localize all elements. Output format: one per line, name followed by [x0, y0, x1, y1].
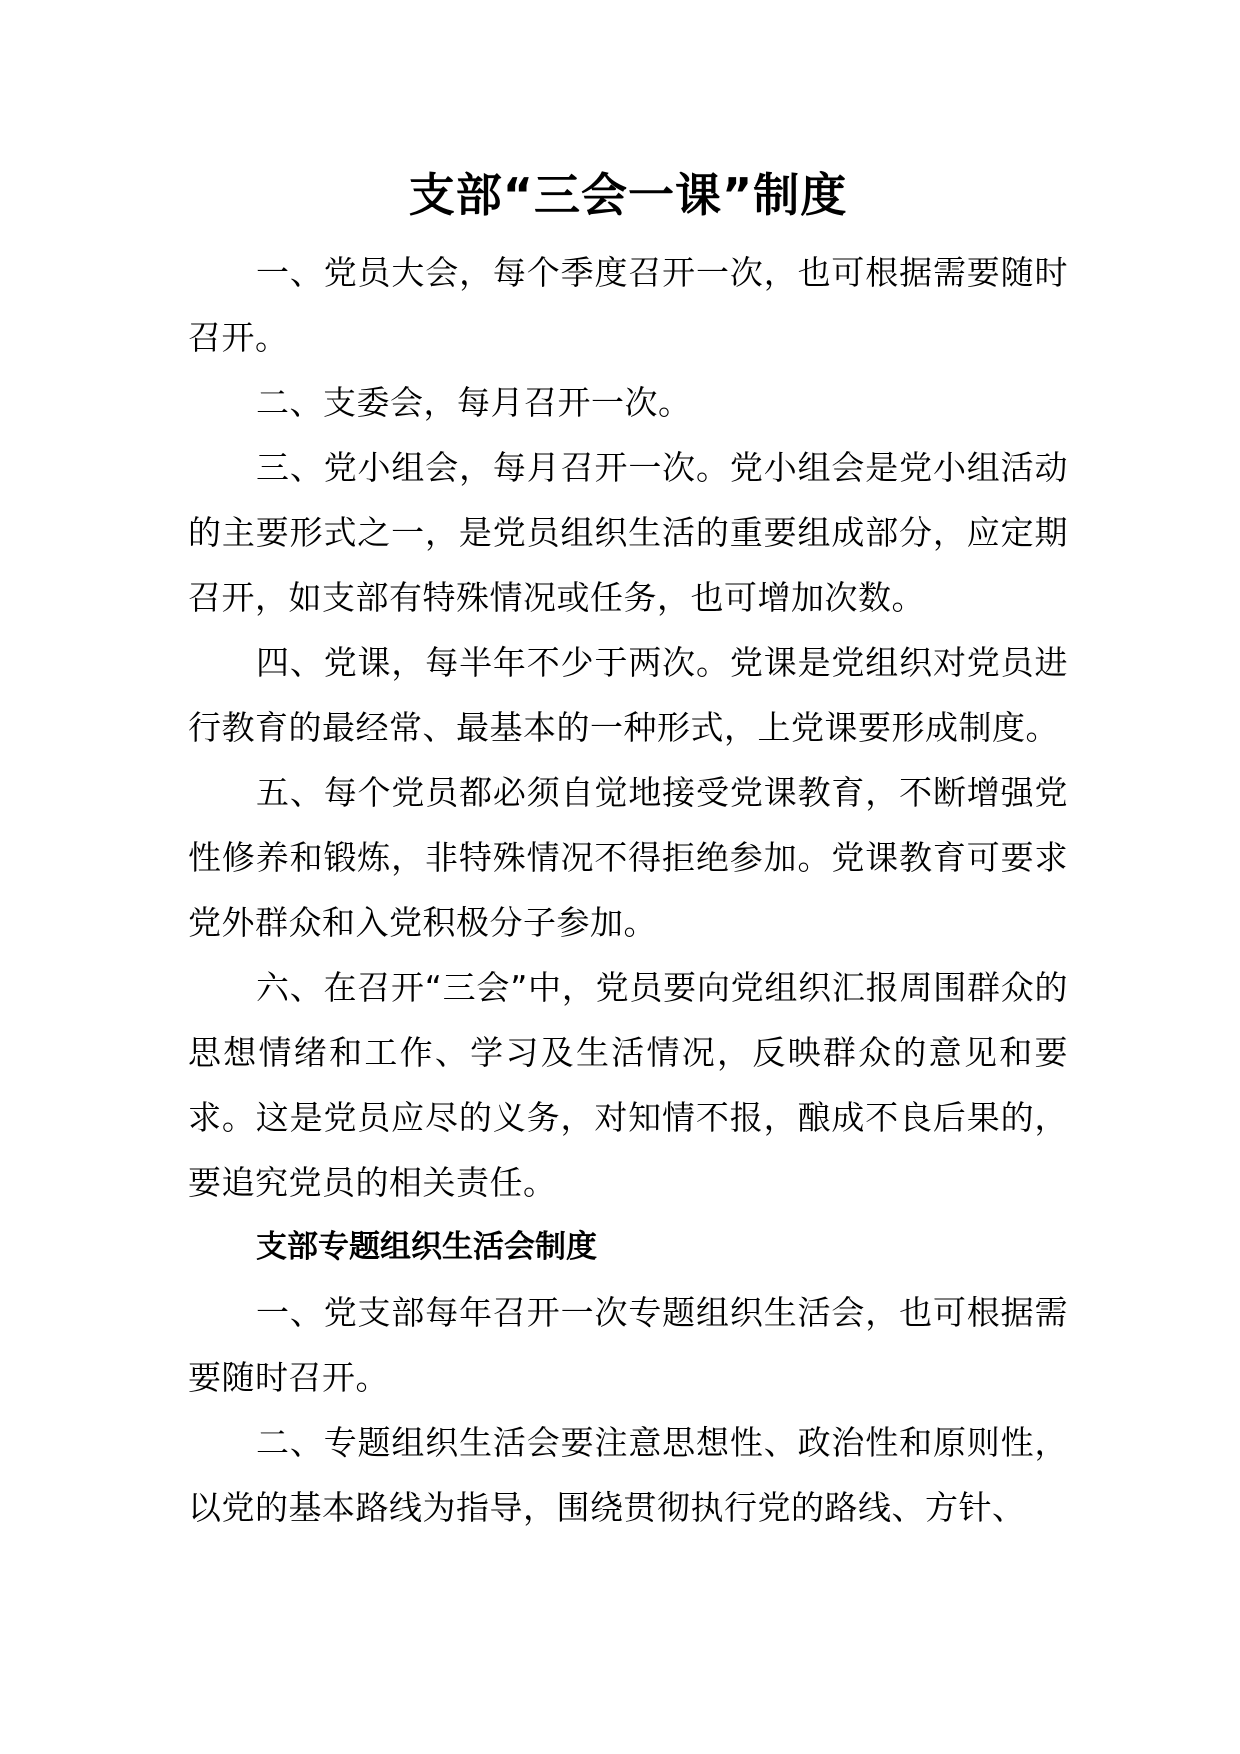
section-paragraph-2: 二、专题组织生活会要注意思想性、政治性和原则性，以党的基本路线为指导，围绕贯彻执行党的路线、方针、 [188, 1423, 1068, 1527]
document-page [188, 150, 1068, 1540]
section-heading: 支部专题组织生活会制度 [256, 1229, 597, 1265]
paragraph-2: 二、支委会，每月召开一次。 [256, 383, 692, 422]
paragraph-4: 四、党课，每半年不少于两次。党课是党组织对党员进行教育的最经常、最基本的一种形式，上党课要形成制度。 [188, 643, 1068, 747]
paragraph-1: 一、党员大会，每个季度召开一次，也可根据需要随时召开。 [188, 253, 1068, 357]
section-paragraph-1: 一、党支部每年召开一次专题组织生活会，也可根据需要随时召开。 [188, 1293, 1068, 1397]
paragraph-5: 五、每个党员都必须自觉地接受党课教育，不断增强党性修养和锻炼，非特殊情况不得拒绝参加。党课教育可要求党外群众和入党积极分子参加。 [188, 773, 1068, 942]
document-title: 支部“三会一课”制度 [408, 168, 848, 222]
paragraph-3: 三、党小组会，每月召开一次。党小组会是党小组活动的主要形式之一，是党员组织生活的重要组成部分，应定期召开，如支部有特殊情况或任务，也可增加次数。 [188, 448, 1068, 617]
paragraph-6: 六、在召开“三会”中，党员要向党组织汇报周围群众的思想情绪和工作、学习及生活情况，反映群众的意见和要求。这是党员应尽的义务，对知情不报，酿成不良后果的，要追究党员的相关责任。 [188, 968, 1068, 1202]
